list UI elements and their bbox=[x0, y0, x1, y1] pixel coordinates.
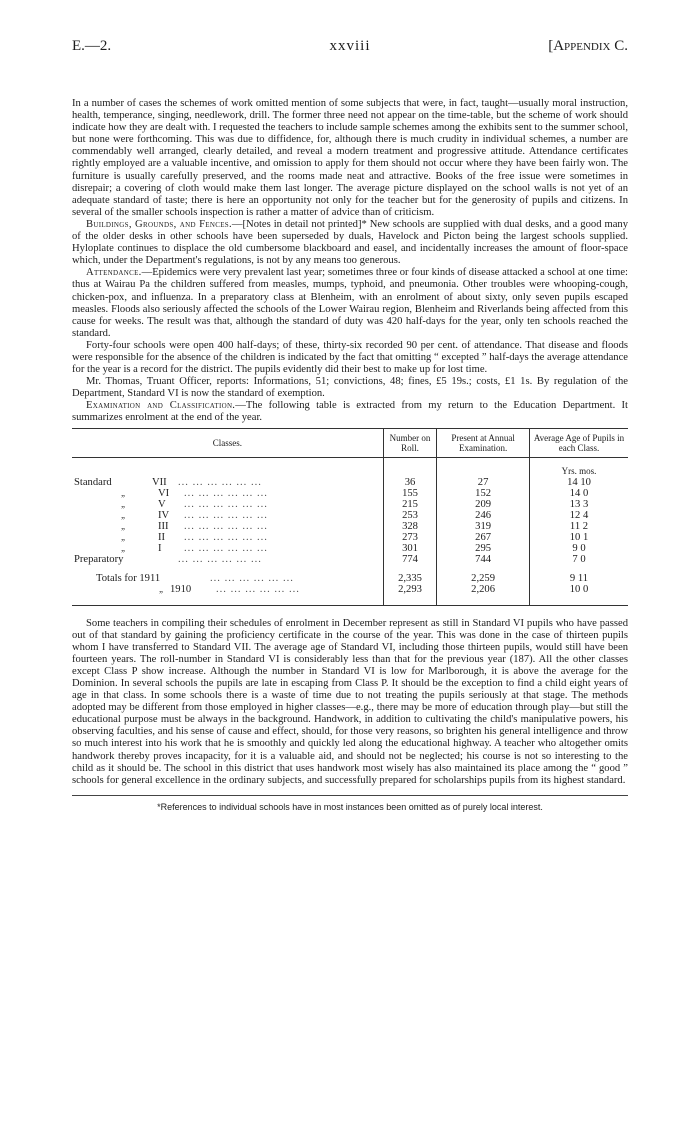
cell-roll: 328 bbox=[383, 521, 436, 532]
col-header-present: Present at Annual Examination. bbox=[437, 428, 530, 457]
page-header bbox=[72, 38, 628, 64]
class-name: IV bbox=[158, 509, 170, 521]
cell-age: 9 11 bbox=[530, 573, 629, 584]
leader-dots: ... ... ... ... ... ... bbox=[184, 531, 268, 543]
table-units-row bbox=[72, 466, 628, 477]
paragraph-buildings-text: —[Notes in detail not printed]* New schools are supplied with dual desks, and a good many of the older desks in other schools have been superseded by duals, Havelock and Picton being the largest schools supplied. Hyloplate continues to displace the old cumbersome blackboard and easel, and incidentally increases the amount of floor-space which, under the Department's regulations, is not by any means too generous. bbox=[72, 218, 628, 267]
leader-dots: ... ... ... ... ... ... bbox=[184, 509, 268, 521]
class-name: III bbox=[158, 520, 169, 532]
cell-present: 152 bbox=[437, 488, 530, 499]
cell-present: 295 bbox=[437, 543, 530, 554]
ditto-mark: „ bbox=[120, 498, 126, 509]
cell-age: 9 0 bbox=[530, 543, 629, 554]
totals-label: Totals for 1911 bbox=[96, 572, 161, 584]
leader-dots: ... ... ... ... ... ... bbox=[210, 572, 294, 584]
cell-age: 7 0 bbox=[530, 554, 629, 565]
report-body-continued bbox=[72, 618, 628, 787]
cell-present: 27 bbox=[437, 477, 530, 488]
leader-dots: ... ... ... ... ... ... bbox=[184, 487, 268, 499]
cell-roll: 2,335 bbox=[383, 573, 436, 584]
cell-age: 13 3 bbox=[530, 499, 629, 510]
cell-present: 2,259 bbox=[437, 573, 530, 584]
ditto-mark: „ bbox=[120, 542, 126, 553]
page-number: xxviii bbox=[329, 38, 371, 54]
class-name: VI bbox=[158, 487, 170, 499]
table-row bbox=[72, 543, 628, 554]
leader-dots: ... ... ... ... ... ... bbox=[178, 553, 262, 565]
class-name: VII bbox=[152, 476, 167, 488]
row-label-preparatory: Preparatory bbox=[74, 553, 124, 565]
footnote-divider bbox=[72, 795, 628, 796]
leader-dots: ... ... ... ... ... ... bbox=[216, 583, 300, 595]
paragraph-examination bbox=[72, 400, 628, 424]
cell-roll: 215 bbox=[383, 499, 436, 510]
table-row-totals-1911 bbox=[72, 573, 628, 584]
table-header-row bbox=[72, 428, 628, 457]
table-row bbox=[72, 554, 628, 565]
class-name: II bbox=[158, 531, 166, 543]
leader-dots: ... ... ... ... ... ... bbox=[184, 520, 268, 532]
cell-present: 2,206 bbox=[437, 584, 530, 606]
table-row bbox=[72, 499, 628, 510]
table-row bbox=[72, 532, 628, 543]
col-header-roll: Number on Roll. bbox=[383, 428, 436, 457]
cell-roll: 774 bbox=[383, 554, 436, 565]
row-label-standard: Standard bbox=[74, 476, 112, 488]
leader-dots: ... ... ... ... ... ... bbox=[178, 476, 262, 488]
section-heading-examination: Examination and Classification. bbox=[86, 400, 236, 412]
cell-roll: 301 bbox=[383, 543, 436, 554]
ditto-mark: „ bbox=[120, 531, 126, 542]
cell-age: 12 4 bbox=[530, 510, 629, 521]
paragraph-attendance-text: —Epidemics were very prevalent last year; sometimes three or four kinds of disease attacked a school at one time: thus at Wairau Pa the children suffered from measles, mumps, typhoid, and pneumonia. Other troubles were whooping-cough, chicken-pox, and influenza. In a preparatory class at Blenheim, with an enrolment of about sixty, only seven pupils escaped measles. Floods also seriously affected the schools of the Lower Wairau region, Blenheim and Riverlands being affected from this cause for weeks. The result was that, although the standard of duty was 420 half-days for the year, only ten schools reached the standard. bbox=[72, 267, 628, 339]
cell-roll: 155 bbox=[383, 488, 436, 499]
col-header-classes: Classes. bbox=[72, 428, 383, 457]
leader-dots: ... ... ... ... ... ... bbox=[184, 542, 268, 554]
paragraph-truant-officer: Mr. Thomas, Truant Officer, reports: Informations, 51; convictions, 48; fines, £5 19s.; costs, £1 1s. By regulation of the Department, Standard VI is now the standard of exemption. bbox=[72, 376, 628, 400]
paragraph-examination-text: —The following table is extracted from my return to the Education Department. It summarizes enrolment at the end of the year. bbox=[72, 400, 628, 424]
cell-age: 10 1 bbox=[530, 532, 629, 543]
cell-roll: 36 bbox=[383, 477, 436, 488]
footnote: *References to individual schools have in most instances been omitted as of purely local interest. bbox=[157, 801, 543, 812]
ditto-mark: „ bbox=[120, 487, 126, 498]
class-name: V bbox=[158, 498, 166, 510]
age-units: Yrs. mos. bbox=[530, 466, 629, 477]
table-row bbox=[72, 477, 628, 488]
cell-age: 10 0 bbox=[530, 584, 629, 606]
ditto-mark: „ bbox=[120, 509, 126, 520]
col-header-age: Average Age of Pupils in each Class. bbox=[530, 428, 629, 457]
cell-roll: 273 bbox=[383, 532, 436, 543]
section-heading-buildings: Buildings, Grounds, and Fences. bbox=[86, 218, 232, 230]
table-row bbox=[72, 488, 628, 499]
prev-year-label: 1910 bbox=[170, 583, 192, 595]
enrolment-table bbox=[72, 428, 628, 606]
cell-age: 11 2 bbox=[530, 521, 629, 532]
table-row bbox=[72, 510, 628, 521]
leader-dots: ... ... ... ... ... ... bbox=[184, 498, 268, 510]
cell-age: 14 0 bbox=[530, 488, 629, 499]
cell-present: 319 bbox=[437, 521, 530, 532]
paragraph-buildings bbox=[72, 219, 628, 267]
cell-roll: 253 bbox=[383, 510, 436, 521]
paragraph-schemes: In a number of cases the schemes of work omitted mention of some subjects that were, in fact, taught—usually moral instruction, health, temperance, singing, needlework, drill. The former three need not appear on the time-table, but the scheme of work should indicate how they are dealt with. I requested the teachers to include sample schemes among the exhibits sent to the summer school, but none were forthcoming. This was due to diffidence, for, although there is much crudity in individual schemes, a number are commendably well arranged, clearly detailed, and reveal a modern treatment and progressive attitude. Attendance certificates rightly employed are a valuable incentive, and omission to apply for them should not occur where they have been fairly won. The furniture is usually carefully preserved, and the rooms made neat and attractive. Books of the free issue were sometimes in disrepair; a covering of cloth would make them last longer. The average picture displayed on the school walls is not yet of an adequate standard of taste; there is here an opportunity not only for the teacher but for the generosity of pupils and citizens. In several of the smaller schools inspection is rather a matter of advice than of criticism. bbox=[72, 98, 628, 218]
header-appendix: [Appendix C. bbox=[548, 38, 628, 54]
cell-present: 209 bbox=[437, 499, 530, 510]
ditto-mark: „ bbox=[120, 520, 126, 531]
document-page bbox=[72, 38, 628, 812]
report-body bbox=[72, 98, 628, 425]
section-heading-attendance: Attendance. bbox=[86, 267, 142, 279]
cell-roll: 2,293 bbox=[383, 584, 436, 606]
paragraph-attendance bbox=[72, 267, 628, 340]
header-series: E.—2. bbox=[72, 38, 112, 54]
table-row-totals-1910 bbox=[72, 584, 628, 606]
cell-present: 744 bbox=[437, 554, 530, 565]
ditto-mark: „ bbox=[158, 583, 164, 594]
cell-present: 246 bbox=[437, 510, 530, 521]
paragraph-enrolment-comments: Some teachers in compiling their schedules of enrolment in December represent as still in Standard VI pupils who have passed out of that standard by gaining the proficiency certificate in the course of the year. This was done in the case of thirteen pupils whom I have transferred to Standard VII. The average age of Standard VI, including those thirteen pupils, would still have been fourteen years. The roll-number in Standard VI is considerably less than that for the previous year (187). All the other classes except Class P show increase. Although the number in Standard VI is low for Marlborough, it is above the average for the Dominion. In several schools the pupils are late in escaping from Class P. It should be the exception to find a child eight years of age in that class. In some schools there is a waste of time due to not treating the pupils seriously at that stage. The methods adopted may be different from those employed in higher classes—e.g., there may be more of education through play—but still the educational purpose must be always in the background. Handwork, in addition to cultivating the child's manipulative powers, his observing faculties, and his sense of cause and effect, should, for those very reasons, so brighten his general intelligence and throw so much interest into his work that he is smoothly and quickly led along the educational highway. A teacher who altogether omits handwork thereby proves incapacity, for it is a valuable aid, and should not be neglected; his course is not so interesting to the child as it should be. The school in this district that uses handwork most wisely has also maintained its place among the “ good ” schools for general excellence in the ordinary subjects, and successfully prepared for scholarships pupils from its highest standard. bbox=[72, 617, 628, 786]
paragraph-schools-open: Forty-four schools were open 400 half-days; of these, thirty-six recorded 90 per cent. of attendance. That disease and floods were responsible for the absence of the children is indicated by the fact that omitting “ excepted ” half-days the average attendance for the year is a record for the district. The pupils evidently did their best to make up for lost time. bbox=[72, 339, 628, 376]
class-name: I bbox=[158, 542, 162, 554]
cell-age: 14 10 bbox=[530, 477, 629, 488]
cell-present: 267 bbox=[437, 532, 530, 543]
table-row bbox=[72, 521, 628, 532]
